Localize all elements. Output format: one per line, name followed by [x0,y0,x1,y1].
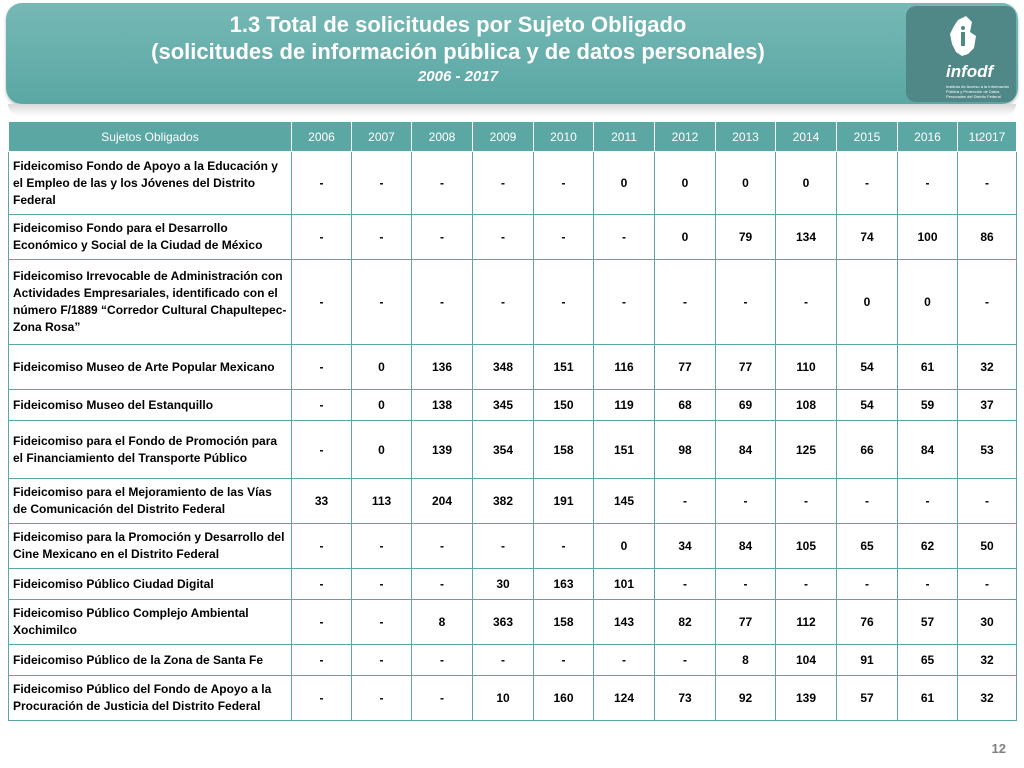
value-cell: 113 [352,479,412,524]
value-cell: 32 [958,676,1017,721]
value-cell: - [292,421,352,479]
value-cell: - [412,215,473,260]
value-cell: 134 [776,215,837,260]
value-cell: - [594,215,655,260]
value-cell: 34 [655,524,716,569]
table-row [9,479,1017,524]
value-cell: 77 [655,345,716,390]
value-cell: 57 [898,600,958,645]
value-cell: 92 [716,676,776,721]
column-header-2009: 2009 [473,122,534,152]
table-row [9,421,1017,479]
value-cell: 124 [594,676,655,721]
table-row [9,645,1017,676]
value-cell: 125 [776,421,837,479]
value-cell: 151 [594,421,655,479]
page-title: 1.3 Total de solicitudes por Sujeto Obligado [229,12,687,37]
value-cell: 110 [776,345,837,390]
value-cell: 116 [594,345,655,390]
value-cell: 54 [837,345,898,390]
value-cell: 82 [655,600,716,645]
value-cell: 53 [958,421,1017,479]
value-cell: - [292,345,352,390]
subject-name-cell: Fideicomiso Público del Fondo de Apoyo a la Procuración de Justicia del Distrito Federal [9,676,292,721]
column-header-2014: 2014 [776,122,837,152]
value-cell: 150 [534,390,594,421]
table-row [9,676,1017,721]
column-header-2008: 2008 [412,122,473,152]
value-cell: - [898,479,958,524]
value-cell: 348 [473,345,534,390]
table-row [9,260,1017,345]
value-cell: 204 [412,479,473,524]
value-cell: 363 [473,600,534,645]
value-cell: - [292,524,352,569]
value-cell: - [534,215,594,260]
page-number: 12 [991,741,1006,756]
column-header-subject: Sujetos Obligados [9,122,292,152]
value-cell: - [292,600,352,645]
value-cell: 57 [837,676,898,721]
value-cell: - [898,569,958,600]
value-cell: 158 [534,600,594,645]
column-header-2007: 2007 [352,122,412,152]
value-cell: - [534,152,594,215]
value-cell: - [837,152,898,215]
column-header-2015: 2015 [837,122,898,152]
value-cell: - [412,152,473,215]
value-cell: - [412,676,473,721]
value-cell: 139 [412,421,473,479]
subject-name-cell: Fideicomiso Público Ciudad Digital [9,569,292,600]
value-cell: - [473,645,534,676]
value-cell: - [292,676,352,721]
subject-name-cell: Fideicomiso Fondo para el Desarrollo Económico y Social de la Ciudad de México [9,215,292,260]
value-cell: 0 [352,390,412,421]
value-cell: - [716,479,776,524]
column-header-2016: 2016 [898,122,958,152]
value-cell: 77 [716,600,776,645]
requests-table [8,121,1017,721]
value-cell: - [837,479,898,524]
table-row [9,569,1017,600]
value-cell: 101 [594,569,655,600]
value-cell: 151 [534,345,594,390]
value-cell: - [898,152,958,215]
value-cell: - [412,569,473,600]
value-cell: 145 [594,479,655,524]
value-cell: 59 [898,390,958,421]
column-header-2013: 2013 [716,122,776,152]
value-cell: - [655,569,716,600]
value-cell: - [776,569,837,600]
value-cell: - [412,645,473,676]
value-cell: 61 [898,345,958,390]
banner-shadow [8,104,1016,116]
value-cell: 100 [898,215,958,260]
value-cell: 163 [534,569,594,600]
value-cell: - [352,260,412,345]
value-cell: 143 [594,600,655,645]
value-cell: 84 [898,421,958,479]
value-cell: 0 [716,152,776,215]
subject-name-cell: Fideicomiso para el Fondo de Promoción para el Financiamiento del Transporte Público [9,421,292,479]
value-cell: - [473,152,534,215]
subject-name-cell: Fideicomiso Irrevocable de Administración con Actividades Empresariales, identificado con el número F/1889 “Corredor Cultural Chapultepec-Zona Rosa” [9,260,292,345]
value-cell: - [292,152,352,215]
table-header-row [9,122,1017,152]
logo-subtext: Instituto de Acceso a la Información Pública y Protección de Datos Personales del Distrito Federal [946,84,1010,99]
value-cell: 136 [412,345,473,390]
table-row [9,524,1017,569]
value-cell: - [473,524,534,569]
value-cell: - [412,260,473,345]
value-cell: - [292,390,352,421]
value-cell: 69 [716,390,776,421]
title-block [60,12,856,88]
value-cell: - [776,479,837,524]
column-header-2011: 2011 [594,122,655,152]
value-cell: - [655,260,716,345]
value-cell: - [534,645,594,676]
subject-name-cell: Fideicomiso Fondo de Apoyo a la Educación y el Empleo de las y los Jóvenes del Distrito Federal [9,152,292,215]
subject-name-cell: Fideicomiso Público de la Zona de Santa Fe [9,645,292,676]
column-header-1t2017: 1t2017 [958,122,1017,152]
value-cell: - [594,645,655,676]
value-cell: 74 [837,215,898,260]
value-cell: 112 [776,600,837,645]
value-cell: 76 [837,600,898,645]
value-cell: - [534,524,594,569]
column-header-2010: 2010 [534,122,594,152]
value-cell: - [716,260,776,345]
value-cell: 0 [352,421,412,479]
value-cell: 0 [352,345,412,390]
column-header-2012: 2012 [655,122,716,152]
value-cell: - [716,569,776,600]
value-cell: - [352,215,412,260]
value-cell: 65 [837,524,898,569]
value-cell: - [473,215,534,260]
value-cell: - [958,260,1017,345]
value-cell: - [473,260,534,345]
value-cell: 32 [958,345,1017,390]
table-row [9,152,1017,215]
value-cell: 32 [958,645,1017,676]
value-cell: - [352,645,412,676]
value-cell: 50 [958,524,1017,569]
subject-name-cell: Fideicomiso para la Promoción y Desarrollo del Cine Mexicano en el Distrito Federal [9,524,292,569]
value-cell: - [292,215,352,260]
value-cell: 382 [473,479,534,524]
value-cell: 33 [292,479,352,524]
page-subtitle: (solicitudes de información pública y de datos personales) [151,39,765,64]
value-cell: 104 [776,645,837,676]
value-cell: - [837,569,898,600]
value-cell: 68 [655,390,716,421]
value-cell: - [655,479,716,524]
value-cell: 139 [776,676,837,721]
value-cell: 138 [412,390,473,421]
value-cell: 30 [958,600,1017,645]
value-cell: - [352,524,412,569]
value-cell: 0 [655,152,716,215]
value-cell: - [352,569,412,600]
value-cell: 54 [837,390,898,421]
value-cell: 37 [958,390,1017,421]
value-cell: - [655,645,716,676]
value-cell: 77 [716,345,776,390]
value-cell: - [352,676,412,721]
value-cell: 0 [594,524,655,569]
value-cell: 86 [958,215,1017,260]
value-cell: 345 [473,390,534,421]
table-row [9,390,1017,421]
value-cell: 0 [655,215,716,260]
value-cell: - [292,569,352,600]
value-cell: 160 [534,676,594,721]
value-cell: - [292,260,352,345]
value-cell: - [594,260,655,345]
value-cell: 84 [716,524,776,569]
value-cell: - [412,524,473,569]
value-cell: - [958,569,1017,600]
logo-wordmark: infodf [946,62,994,81]
period-label: 2006 - 2017 [417,68,499,85]
table-row [9,215,1017,260]
value-cell: 79 [716,215,776,260]
subject-name-cell: Fideicomiso Museo de Arte Popular Mexicano [9,345,292,390]
value-cell: 158 [534,421,594,479]
value-cell: 119 [594,390,655,421]
value-cell: 0 [898,260,958,345]
value-cell: - [352,600,412,645]
value-cell: 8 [716,645,776,676]
value-cell: 84 [716,421,776,479]
value-cell: - [776,260,837,345]
value-cell: 73 [655,676,716,721]
value-cell: - [958,152,1017,215]
value-cell: 91 [837,645,898,676]
value-cell: 98 [655,421,716,479]
table-row [9,600,1017,645]
value-cell: 62 [898,524,958,569]
value-cell: 30 [473,569,534,600]
value-cell: 61 [898,676,958,721]
value-cell: 10 [473,676,534,721]
subject-name-cell: Fideicomiso Público Complejo Ambiental Xochimilco [9,600,292,645]
table-row [9,345,1017,390]
table-body [9,152,1017,721]
value-cell: - [292,645,352,676]
subject-name-cell: Fideicomiso para el Mejoramiento de las Vías de Comunicación del Distrito Federal [9,479,292,524]
infodf-logo [906,6,1016,102]
value-cell: 191 [534,479,594,524]
value-cell: 8 [412,600,473,645]
column-header-2006: 2006 [292,122,352,152]
value-cell: 65 [898,645,958,676]
value-cell: 0 [594,152,655,215]
value-cell: 66 [837,421,898,479]
value-cell: 0 [837,260,898,345]
value-cell: 105 [776,524,837,569]
value-cell: 0 [776,152,837,215]
value-cell: - [534,260,594,345]
value-cell: - [958,479,1017,524]
value-cell: 108 [776,390,837,421]
value-cell: - [352,152,412,215]
value-cell: 354 [473,421,534,479]
subject-name-cell: Fideicomiso Museo del Estanquillo [9,390,292,421]
